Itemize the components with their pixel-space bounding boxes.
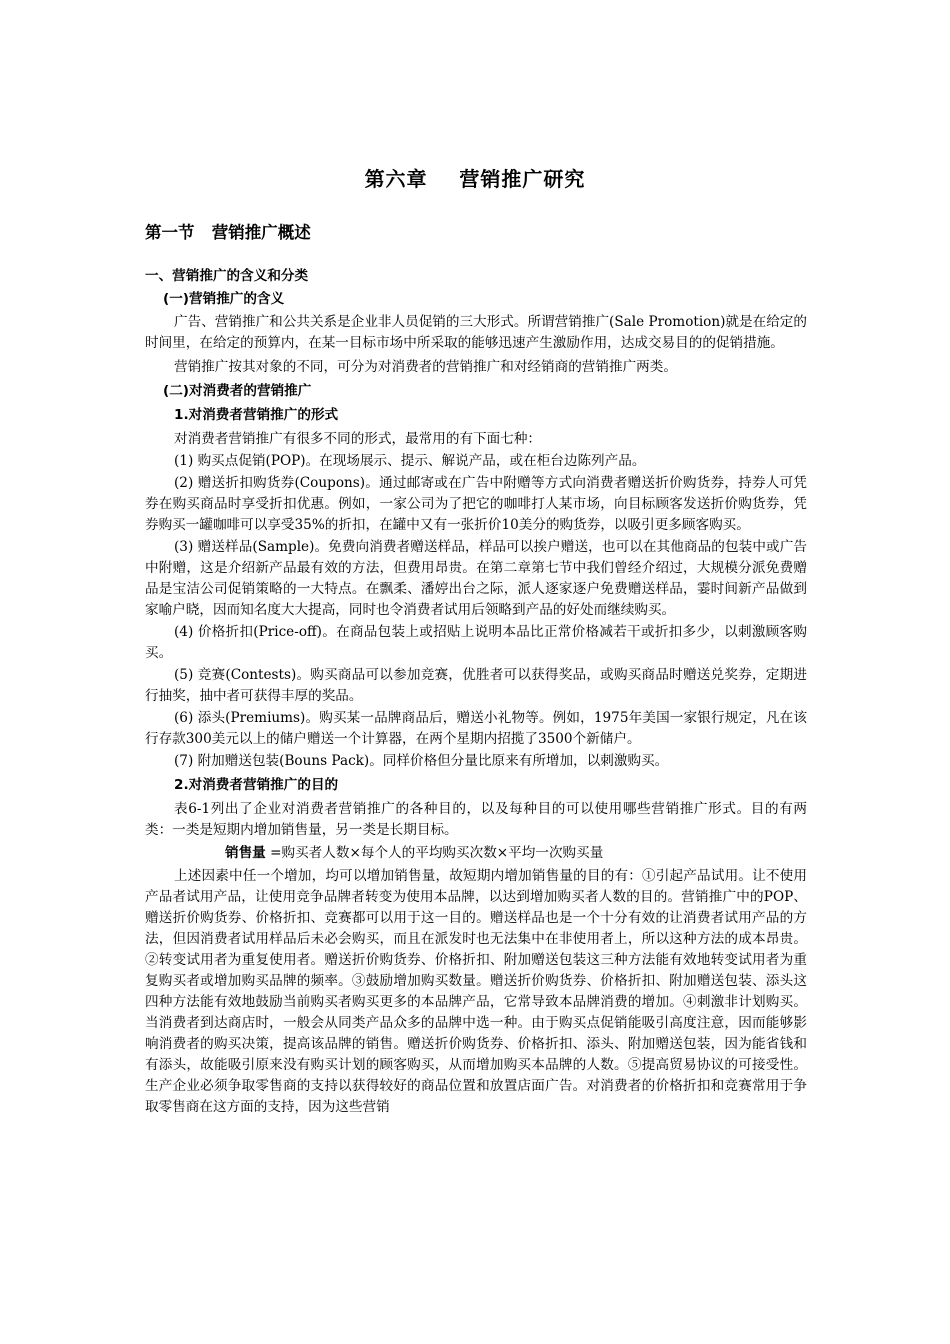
sales-formula [145, 843, 807, 864]
chapter-title: 第六章 营销推广研究 [364, 167, 586, 191]
list-item-form: (7) 附加赠送包装(Bouns Pack)。同样价格但分量比原来有所增加，以刺激购买。 [174, 753, 669, 769]
list-item-form: (6) 添头(Premiums)。购买某一品牌商品后，赠送小礼物等。例如，1975年美国一家银行规定，凡在该行存款300美元以上的储户赠送一个计算器，在两个星期内招揽了3500个新储户。 [145, 710, 807, 747]
list-item-form: (3) 赠送样品(Sample)。免费向消费者赠送样品，样品可以挨户赠送，也可以在其他商品的包装中或广告中附赠，这是介绍新产品最有效的方法，但费用昂贵。在第二章第七节中我们曾经介绍过，大规模分派免费赠品是宝洁公司促销策略的一大特点。在飘柔、潘婷出台之际，派人逐家逐户免费赠送样品，霎时间新产品做到家喻户晓，因而知名度大大提高，同时也令消费者试用后领略到产品的好处而继续购买。 [145, 539, 807, 618]
heading-goals: 2.对消费者营销推广的目的 [174, 777, 339, 793]
list-item-form: (4) 价格折扣(Price-off)。在商品包装上或招贴上说明本品比正常价格减若干或折扣多少，以刺激顾客购买。 [145, 624, 807, 661]
document-body [145, 266, 807, 1118]
list-item-form: (1) 购买点促销(POP)。在现场展示、提示、解说产品，或在柜台边陈列产品。 [174, 453, 646, 469]
paragraph-goals-detail: 上述因素中任一个增加，均可以增加销售量，故短期内增加销售量的目的有：①引起产品试用。让不使用产品者试用产品，让使用竞争品牌者转变为使用本品牌，以达到增加购买者人数的目的。营销推广中的POP、赠送折价购货券、价格折扣、竞赛都可以用于这一目的。赠送样品也是一个十分有效的让消费者试用产品的方法，但因消费者试用样品后未必会购买，而且在派发时也无法集中在非使用者上，所以这种方法的成本昂贵。②转变试用者为重复使用者。赠送折价购货券、价格折扣、附加赠送包装这三种方法能有效地转变试用者为重复购买者或增加购买品牌的频率。③鼓励增加购买数量。赠送折价购货券、价格折扣、附加赠送包装、添头这四种方法能有效地鼓励当前购买者购买更多的本品牌产品，它常导致本品牌消费的增加。④刺激非计划购买。当消费者到达商店时，一般会从同类产品众多的品牌中选一种。由于购买点促销能吸引高度注意，因而能够影响消费者的购买决策，提高该品牌的销售。赠送折价购货券、价格折扣、添头、附加赠送包装，因为能省钱和有添头，故能吸引原来没有购买计划的顾客购买，从而增加购买本品牌的人数。⑤提高贸易协议的可接受性。生产企业必须争取零售商的支持以获得较好的商品位置和放置店面广告。对消费者的价格折扣和竞赛常用于争取零售商在这方面的支持，因为这些营销 [145, 868, 807, 1115]
section-title: 第一节 营销推广概述 [145, 223, 311, 242]
paragraph-classification: 营销推广按其对象的不同，可分为对消费者的营销推广和对经销商的营销推广两类。 [174, 359, 677, 375]
paragraph-definition: 广告、营销推广和公共关系是企业非人员促销的三大形式。所谓营销推广(Sale Promotion)就是在给定的时间里，在给定的预算内，在某一目标市场中所采取的能够迅速产生激励作用，达成交易目的的促销措施。 [145, 314, 807, 351]
paragraph-forms-intro: 对消费者营销推广有很多不同的形式，最常用的有下面七种： [174, 431, 542, 447]
formula-term: 销售量 [225, 845, 266, 861]
list-item-form: (5) 竞赛(Contests)。购买商品可以参加竞赛，优胜者可以获得奖品，或购买商品时赠送兑奖券，定期进行抽奖，抽中者可获得丰厚的奖品。 [145, 667, 807, 704]
list-item-form: (2) 赠送折扣购货券(Coupons)。通过邮寄或在广告中附赠等方式向消费者赠送折价购货券，持券人可凭券在购买商品时享受折扣优惠。例如，一家公司为了把它的咖啡打人某市场，向目标顾客发送折价购货券，凭券购买一罐咖啡可以享受35%的折扣，在罐中又有一张折价10美分的购货券，以吸引更多顾客购买。 [145, 475, 807, 533]
heading-consumer-promotion: (二)对消费者的营销推广 [163, 383, 312, 399]
heading-level-1: 一、营销推广的含义和分类 [145, 268, 309, 284]
paragraph-goals-intro: 表6-1列出了企业对消费者营销推广的各种目的，以及每种目的可以使用哪些营销推广形式。目的有两类：一类是短期内增加销售量，另一类是长期目标。 [145, 801, 807, 838]
heading-forms: 1.对消费者营销推广的形式 [174, 407, 339, 423]
formula-expression: =购买者人数×每个人的平均购买次数×平均一次购买量 [265, 845, 604, 861]
heading-definition: (一)营销推广的含义 [163, 291, 285, 307]
